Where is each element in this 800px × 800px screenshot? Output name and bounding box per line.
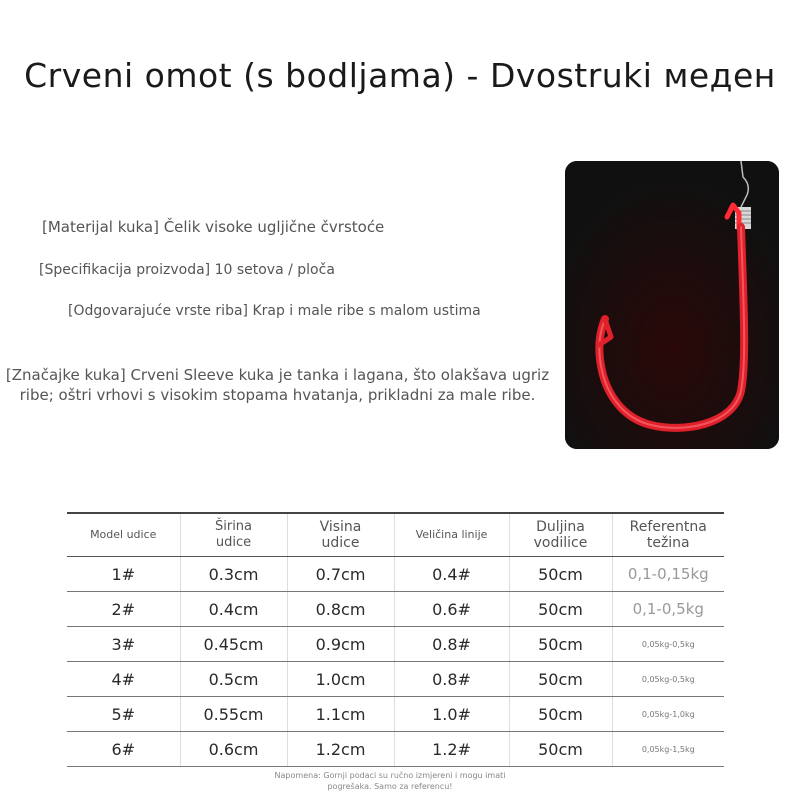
cell-weight: 0,05kg-0,5kg [612,627,724,662]
hook-photo [565,161,779,449]
cell-height: 0.7cm [287,557,394,592]
cell-line-size: 1.2# [394,732,509,767]
cell-width: 0.45cm [180,627,287,662]
table-row [67,592,724,627]
cell-height: 1.2cm [287,732,394,767]
cell-height: 0.8cm [287,592,394,627]
cell-model: 1# [67,557,180,592]
header-line-size: Veličina linije [394,513,509,557]
cell-height: 1.0cm [287,662,394,697]
table-row [67,732,724,767]
page-title: Crveni omot (s bodljama) - Dvostruki меден [24,56,776,95]
cell-model: 4# [67,662,180,697]
header-leader-length: Duljina vodilice [509,513,612,557]
cell-leader-length: 50cm [509,697,612,732]
note-line-1: Napomena: Gornji podaci su ručno izmjereni i mogu imati [274,771,506,780]
cell-width: 0.3cm [180,557,287,592]
cell-height: 1.1cm [287,697,394,732]
cell-model: 6# [67,732,180,767]
cell-height: 0.9cm [287,627,394,662]
spec-features [0,365,555,405]
cell-weight: 0,05kg-0,5kg [612,662,724,697]
cell-width: 0.4cm [180,592,287,627]
header-model: Model udice [67,513,180,557]
cell-width: 0.5cm [180,662,287,697]
cell-line-size: 0.6# [394,592,509,627]
cell-model: 3# [67,627,180,662]
spec-features-line-1: [Značajke kuka] Crveni Sleeve kuka je tanka i lagana, što olakšava ugriz [5,366,550,384]
spec-material: [Materijal kuka] Čelik visoke ugljične čvrstoće [42,218,385,236]
cell-leader-length: 50cm [509,592,612,627]
cell-weight: 0,1-0,15kg [612,557,724,592]
cell-model: 5# [67,697,180,732]
spec-fish-types: [Odgovarajuće vrste riba] Krap i male ribe s malom ustima [68,303,481,319]
cell-weight: 0,05kg-1,5kg [612,732,724,767]
cell-line-size: 0.8# [394,662,509,697]
header-width: Širina udice [180,513,287,557]
measurement-note [240,770,540,792]
spec-specification: [Specifikacija proizvoda] 10 setova / ploča [39,262,335,278]
header-height: Visina udice [287,513,394,557]
cell-width: 0.6cm [180,732,287,767]
spec-features-line-2: ribe; oštri vrhovi s visokim stopama hvatanja, prikladni za male ribe. [19,386,536,404]
cell-leader-length: 50cm [509,662,612,697]
cell-width: 0.55cm [180,697,287,732]
cell-line-size: 0.4# [394,557,509,592]
table-row [67,662,724,697]
red-hook-image [565,161,779,449]
note-line-2: pogrešaka. Samo za referencu! [327,782,453,791]
cell-leader-length: 50cm [509,732,612,767]
table-header-row [67,513,724,557]
table-row [67,557,724,592]
cell-leader-length: 50cm [509,627,612,662]
table-row [67,697,724,732]
specification-table [67,512,724,767]
table-row [67,627,724,662]
cell-weight: 0,1-0,5kg [612,592,724,627]
cell-model: 2# [67,592,180,627]
header-reference-weight: Referentna težina [612,513,724,557]
cell-line-size: 1.0# [394,697,509,732]
cell-weight: 0,05kg-1,0kg [612,697,724,732]
cell-leader-length: 50cm [509,557,612,592]
cell-line-size: 0.8# [394,627,509,662]
